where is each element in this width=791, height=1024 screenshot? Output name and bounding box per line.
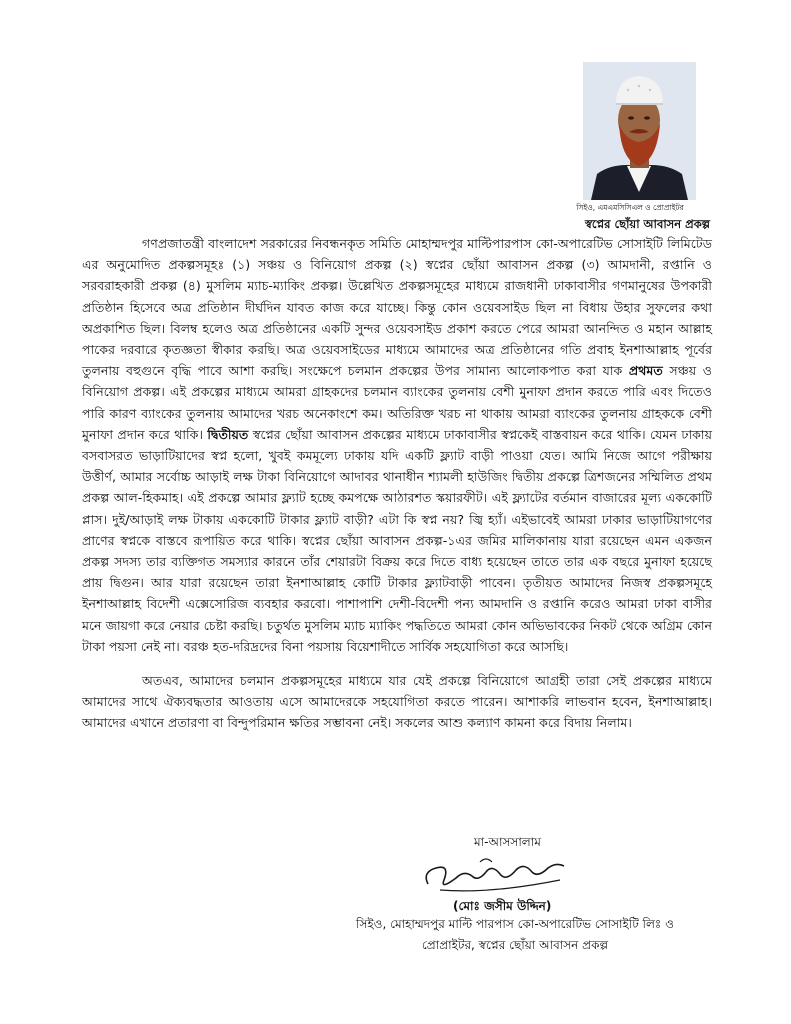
paragraph-conclusion: অতএব, আমাদের চলমান প্রকল্পসমূহের মাধ্যমে যার যেই প্রকল্পে বিনিয়োগে আগ্রহী তারা সেই প্রকল্পের মাধ্যমে আমাদের সাথে ঐক্যবদ্ধতার আওতায় এসে আমাদেরকে সহযোগিতা করতে পারেন। আশাকরি লাভবান হবেন, ইনশাআল্লাহ। আমাদের এখানে প্রতারণা বা বিন্দুপরিমান ক্ষতির সম্ভাবনা নেই। সকলের আশু কল্যাণ কামনা করে বিদায় নিলাম। (82, 673, 712, 731)
ceo-portrait-photo (583, 62, 696, 200)
keyword-first: প্রথমত (628, 363, 663, 379)
portrait-image (583, 62, 696, 200)
paragraph-main-part-a: গণপ্রজাতন্ত্রী বাংলাদেশ সরকারের নিবন্ধনকৃত সমিতি মোহাম্মদপুর মাল্টিপারপাস কো-অপারেটিভ সোসাইটি লিমিটেড এর অনুমোদিত প্রকল্পসমূহঃ (১) সঞ্চয় ও বিনিয়োগ প্রকল্প (২) স্বপ্নের ছোঁয়া আবাসন প্রকল্প (৩) আমদানী, রপ্তানি ও সরবরাহকারী প্রকল্প (৪) মুসলিম ম্যাচ-ম্যাকিং প্রকল্প। উল্লেখিত প্রকল্পসমূহের মাধ্যমে রাজধানী ঢাকাবাসীর গণমানুষের উপকারী প্রতিষ্ঠান হিসেবে অত্র প্রতিষ্ঠান দীর্ঘদিন যাবত কাজ করে যাচ্ছে। কিন্তু কোন ওয়েবসাইড ছিল না বিধায় উহার সুফলের কথা অপ্রকাশিত ছিল। বিলম্ব হলেও অত্র প্রতিষ্ঠানের একটি সুন্দর ওয়েবসাইড প্রকাশ করতে পেরে আমরা আনন্দিত ও মহান আল্লাহ পাকের দরবারে কৃতজ্ঞতা স্বীকার করছি। অত্র ওয়েবসাইডের মাধ্যমে আমাদের অত্র প্রতিষ্ঠানের গতি প্রবাহ ইনশাআল্লাহ পূর্বের তুলনায় বহুগুনে বৃদ্ধি পাবে আশা করছি। সংক্ষেপে চলমান প্রকল্পের উপর সামান্য আলোকপাত করা যাক (82, 236, 712, 379)
signer-name: (মোঃ জসীম উদ্দিন) (453, 899, 552, 913)
letter-body (82, 233, 712, 734)
project-heading: স্বপ্নের ছোঁয়া আবাসন প্রকল্প (584, 217, 710, 231)
paragraph-main-part-c: স্বপ্নের ছোঁয়া আবাসন প্রকল্পের মাধ্যমে ঢাকাবাসীর স্বপ্নকেই বাস্তবায়ন করে থাকি। যেমন ঢাকায় বসবাসরত ভাড়াটিয়াদের স্বপ্ন হলো, খুবই কমমূল্যে ঢাকায় যদি একটি ফ্ল্যাট বাড়ী পাওয়া যেত। আমি নিজে আগে পরীক্ষায় উত্তীর্ণ, আমার সর্বোচ্চ আড়াই লক্ষ টাকা বিনিয়োগে আদাবর থানাধীন শ্যামলী হাউজিং দ্বিতীয় প্রকল্পে ত্রিশজনের সম্মিলিত প্রথম প্রকল্প আল-হিকমাহ। এই প্রকল্পে আমার ফ্ল্যাট হচ্ছে কমপক্ষে আঠারশত স্কয়ারফীট। এই ফ্ল্যাটের বর্তমান বাজারের মূল্য এককোটি প্লাস। দুই/আড়াই লক্ষ টাকায় এককোটি টাকার ফ্ল্যাট বাড়ী? এটা কি স্বপ্ন নয়? জ্বি হ্যাঁ। এইভাবেই আমরা ঢাকার ভাড়াটিয়াগণের প্রাণের স্বপ্নকে বাস্তবে রূপায়িত করে থাকি। স্বপ্নের ছোঁয়া আবাসন প্রকল্প-১এর জমির মালিকানায় যারা রয়েছেন এমন একজন প্রকল্প সদস্য তার ব্যক্তিগত সমস্যার কারনে তাঁর শেয়ারটা বিক্রয় করে দিতে বাধ্য হয়েছেন তাতে তার এক বছরে মুনাফা হয়েছে প্রায় দ্বিগুন। আর যারা রয়েছেন তারা ইনশাআল্লাহ কোটি টাকার ফ্ল্যাটবাড়ী পাবেন। তৃতীয়ত আমাদের নিজস্ব প্রকল্পসমূহে ইনশাআল্লাহ বিদেশী এক্সেসোরিজ ব্যবহার করবো। পাশাপাশি দেশী-বিদেশী পন্য আমদানি ও রপ্তানি করেও আমরা ঢাকা বাসীর মনে জায়গা করে নেয়ার চেষ্টা করছি। চতুর্থত মুসলিম ম্যাচ ম্যাকিং পদ্ধতিতে আমরা কোন অভিভাবকের নিকট থেকে অগ্রিম কোন টাকা পয়সা নেই না। বরঞ্চ হত-দরিদ্রদের বিনা পয়সায় বিয়েশাদীতে সার্বিক সহযোগিতা করে আসছি। (82, 426, 712, 654)
closing-salutation: মা-আসসালাম (474, 835, 541, 849)
signer-title-line-1: সিইও, মোহাম্মদপুর মাল্টি পারপাস কো-অপারেটিভ সোসাইটি লিঃ ও (356, 917, 674, 931)
paragraph-main (82, 233, 712, 657)
portrait-caption: সিইও, এমএমসিসিএল ও প্রোপ্রাইটর (576, 203, 684, 212)
signer-title (300, 914, 730, 956)
handwritten-signature (420, 850, 570, 898)
signer-title-line-2: প্রোপ্রাইটর, স্বপ্নের ছোঁয়া আবাসন প্রকল্প (421, 938, 609, 952)
paragraph-main-part-b: সঞ্চয় ও বিনিয়োগ প্রকল্প। এই প্রকল্পের মাধ্যমে আমরা গ্রাহকদের চলমান ব্যাংকের তুলনায় বেশী মুনাফা প্রদান করতে পারি এবং দিতেও পারি কারণ ব্যাংকের তুলনায় আমাদের খরচ অনেকাংশে কম। অতিরিক্ত খরচ না থাকায় আমরা ব্যাংকের তুলনায় গ্রাহককে বেশী মুনাফা প্রদান করে থাকি। (82, 363, 712, 442)
keyword-second: দ্বিতীয়ত (207, 426, 249, 442)
